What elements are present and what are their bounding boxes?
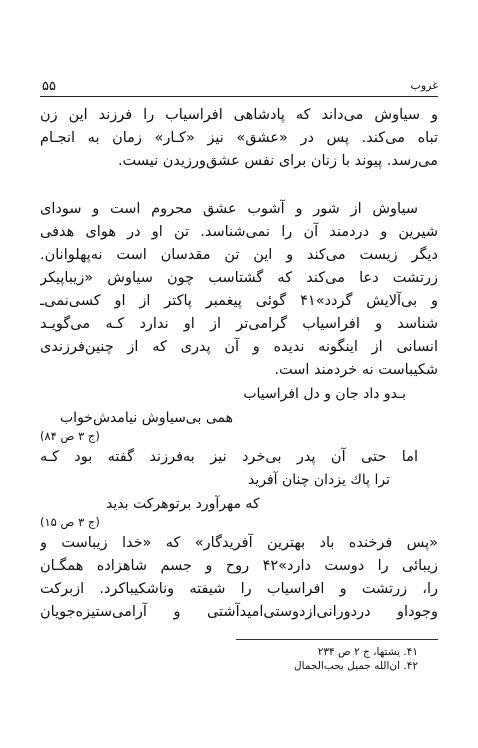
paragraph-line: زیبائی را دوست دارد»۴۲ روح و جسم شاهزاده همگـان [40,558,438,574]
paragraph-line: انسانی از اینگونه ندیده و آن پدری که از چنین‌فرزندی [40,339,438,355]
paragraph-line: شیرین و دردمند آن را نمی‌شناسد. تن او در هوای هدفی [40,224,438,240]
citation: (ج ۳ ص ۸۴) [40,429,100,443]
paragraph-line: وجودا‌و دردورانی‌ازدوستی‌امیدآشتی و آرامی‌ستیزه‌جویان [40,604,438,620]
paragraph-line: را، زرتشت و افراسیاب را شیفته وناشکیباکرد. ازبرکت [40,581,438,597]
paragraph-line: دیگر زیست می‌کند و این تن مقدسان است نه‌پهلوانان. [40,247,438,263]
footnote: ۴۲. ان‌الله جمیل یحب‌الجمال [294,660,418,672]
footnote-rule [236,639,438,640]
paragraph-line: و بی‌آلایش گردد»۴۱ گوئی پیغمبر پاکتر از او کسی‌نمی‌ـ [40,293,438,309]
paragraph-line: شکیباست نه خردمند است. [274,362,438,378]
paragraph-line: و سیاوش می‌داند که پادشاهی افراسیاب را فرزند این زن [40,107,438,123]
paragraph-line: سیاوش از شور و آشوب عشق محروم است و سودای [40,201,418,217]
paragraph-line: می‌رسد. پیوند با زنان برای نفس عشق‌ورزیدن نیست. [117,153,438,169]
running-header-title: غروب [410,79,438,92]
paragraph-line: شناسد و افراسیاب گرامی‌تر از او ندارد کـه می‌گویـد [40,316,438,332]
header-rule [40,96,438,97]
citation: (ج ۳ ص ۱۵) [40,515,100,529]
footnote: ۴۱. یشتها، ج ۲ ص ۲۳۴ [317,646,418,658]
page-number: ۵۵ [42,79,56,94]
verse-line: که مهرآورد برتوهرکت بدید [106,496,260,512]
verse-line: ترا پاك یزدان چنان آفرید [247,472,390,488]
paragraph-line: تباه می‌کند. پس در «عشق» نیز «کـار» زمان به انجـام [40,130,438,146]
verse-line: همی بی‌سیاوش نیامدش‌خواب [60,410,233,426]
verse-line: بـدو داد جان و دل افراسیاب [243,386,406,402]
paragraph-line: «پس فرخنده باد بهترین آفریدگار» که «خدا زیباست و [40,535,438,551]
paragraph-line: اما حتی آن پدر بی‌خرد نیز به‌فرزند گفته بود کـه [40,449,418,465]
paragraph-line: زرتشت دعا می‌کند که گشتاسب چون سیاوش «زیباپیکر [40,270,438,286]
